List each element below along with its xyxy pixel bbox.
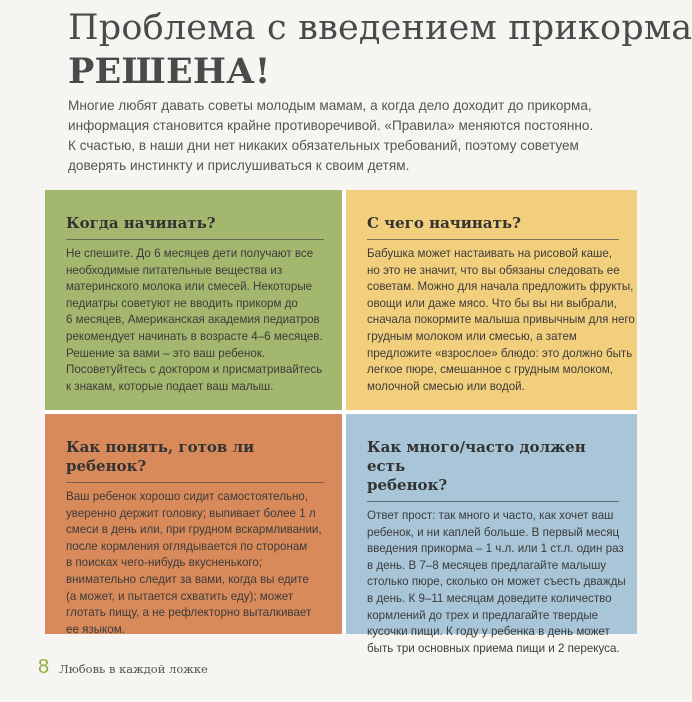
page-number: 8 [38,656,50,678]
heading-divider [66,482,324,483]
card-when-to-start [45,190,342,410]
intro-paragraph [68,96,658,176]
page-title-line-2: РЕШЕНА! [68,51,271,92]
card-text: Ответ прост: так много и часто, как хочет ваш ребенок, и ни каплей больше. В первый месяц введения прикорма – 1 ч.л. или 1 ст.л. один раз в день. В 7–8 месяцев предлагайте малышу столько пюре, сколько он может съесть дважды в день. К 9–11 месяцам доведите количество кормлений до трех и предлагайте твердые кусочки пищи. К году у ребенка в день может быть три основных приема пищи и 2 перекуса. [367,509,626,655]
card-heading: Как понять, готов ли ребенок? [66,438,255,475]
card-text: Ваш ребенок хорошо сидит самостоятельно, уверенно держит головку; выпивает более 1 л смеси в день или, при грудном вскармливании, после кормления оглядывается по сторонам в поисках чего-нибудь вкусненького; внимательно следит за вами, когда вы едите (а может, и пытается схватить еду); может глотать пищу, а не рефлекторно выталкивает ее языком. [66,490,322,636]
intro-line: К счастью, в наши дни нет никаких обязательных требований, поэтому советуем [68,138,579,153]
intro-line: информация становится крайне противоречивой. «Правила» меняются постоянно. [68,118,594,133]
card-what-to-start-with [346,190,637,410]
card-how-much-how-often [346,414,637,655]
intro-line: Многие любят давать советы молодым мамам, а когда дело доходит до прикорма, [68,98,592,113]
page-footer [38,656,208,679]
page-title [68,6,692,94]
card-text: Не спешите. До 6 месяцев дети получают все необходимые питательные вещества из материнского молока или смесей. Некоторые педиатры советуют не вводить прикорм до 6 месяцев, Американская академия педиатров рекомендует начинать в возрасте 4–6 месяцев. Решение за вами – это ваш ребенок. Посоветуйтесь с доктором и присматривайтесь к знакам, которые подает ваш малыш. [66,247,323,393]
card-text: Бабушка может настаивать на рисовой каше, но это не значит, что вы обязаны следовать ее советам. Можно для начала предложить фрукты, овощи или даже мясо. Что бы вы ни выбрали, сначала покормите малыша привычным для него грудным молоком или смесью, а затем предложите «взрослое» блюдо: это должно быть легкое пюре, смешанное с грудным молоком, молочной смесью или водой. [367,247,635,393]
card-is-baby-ready [45,414,342,634]
heading-divider [367,239,619,240]
card-heading: Как много/часто должен есть ребенок? [367,438,586,494]
book-title: Любовь в каждой ложке [59,662,208,676]
page-title-line-1: Проблема с введением прикорма [68,8,692,48]
card-heading: С чего начинать? [367,214,521,232]
heading-divider [367,501,619,502]
info-grid [45,190,637,655]
heading-divider [66,239,324,240]
card-heading: Когда начинать? [66,214,216,232]
intro-line: доверять инстинкту и прислушиваться к своим детям. [68,158,410,173]
